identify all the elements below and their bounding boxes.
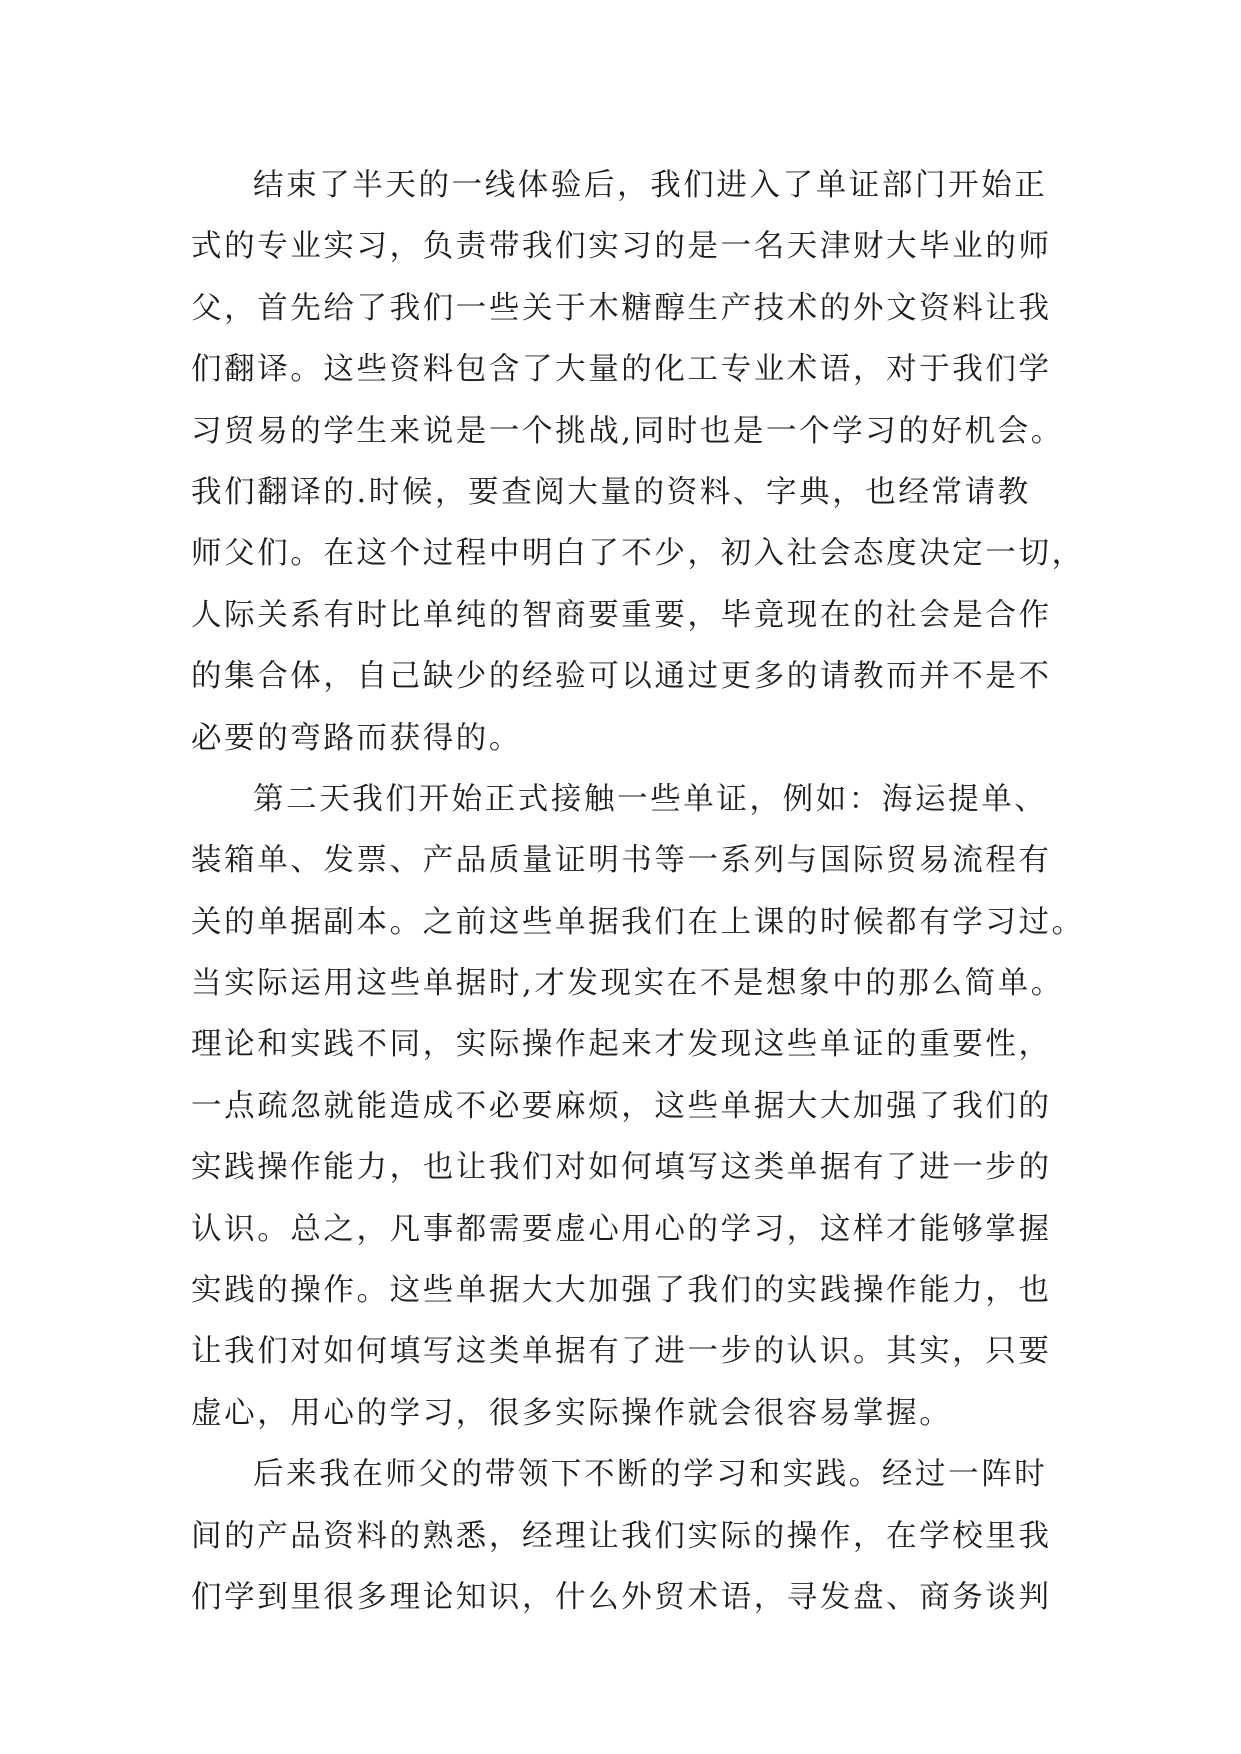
text-line: 父，首先给了我们一些关于木糖醇生产技术的外文资料让我: [191, 290, 1052, 326]
text-line: 结束了半天的一线体验后，我们进入了单证部门开始正: [253, 168, 1048, 203]
text-line: 师父们。在这个过程中明白了不少，初入社会态度决定一切，: [191, 536, 1085, 572]
text-line: 人际关系有时比单纯的智商要重要，毕竟现在的社会是合作: [191, 597, 1052, 633]
text-line: 认识。总之，凡事都需要虚心用心的学习，这样才能够掌握: [191, 1211, 1052, 1247]
text-line: 一点疏忽就能造成不必要麻烦，这些单据大大加强了我们的: [191, 1088, 1052, 1124]
text-line: 习贸易的学生来说是一个挑战,同时也是一个学习的好机会。: [191, 413, 1064, 449]
text-line: 式的专业实习，负责带我们实习的是一名天津财大毕业的师: [191, 229, 1052, 265]
text-line: 间的产品资料的熟悉，经理让我们实际的操作，在学校里我: [191, 1518, 1052, 1554]
text-line: 当实际运用这些单据时,才发现实在不是想象中的那么简单。: [191, 966, 1064, 1002]
text-line: 后来我在师父的带领下不断的学习和实践。经过一阵时: [253, 1457, 1048, 1493]
text-line: 实践的操作。这些单据大大加强了我们的实践操作能力，也: [191, 1273, 1052, 1309]
text-line: 理论和实践不同，实际操作起来才发现这些单证的重要性，: [191, 1027, 1052, 1063]
text-line: 们学到里很多理论知识，什么外贸术语，寻发盘、商务谈判: [191, 1579, 1052, 1615]
text-line: 装箱单、发票、产品质量证明书等一系列与国际贸易流程有: [191, 843, 1052, 879]
text-line: 必要的弯路而获得的。: [191, 720, 522, 756]
text-line: 们翻译。这些资料包含了大量的化工专业术语，对于我们学: [191, 352, 1052, 388]
text-line: 让我们对如何填写这类单据有了进一步的认识。其实，只要: [191, 1334, 1052, 1370]
text-line: 第二天我们开始正式接触一些单证，例如：海运提单、: [253, 781, 1048, 817]
text-line: 的集合体，自己缺少的经验可以通过更多的请教而并不是不: [191, 659, 1052, 695]
text-line: 实践操作能力，也让我们对如何填写这类单据有了进一步的: [191, 1150, 1052, 1186]
document-body: [191, 155, 1085, 1628]
text-line: 关的单据副本。之前这些单据我们在上课的时候都有学习过。: [191, 904, 1085, 940]
text-line: 我们翻译的.时候，要查阅大量的资料、字典，也经常请教: [191, 474, 1031, 510]
text-line: 虚心，用心的学习，很多实际操作就会很容易掌握。: [191, 1395, 953, 1431]
